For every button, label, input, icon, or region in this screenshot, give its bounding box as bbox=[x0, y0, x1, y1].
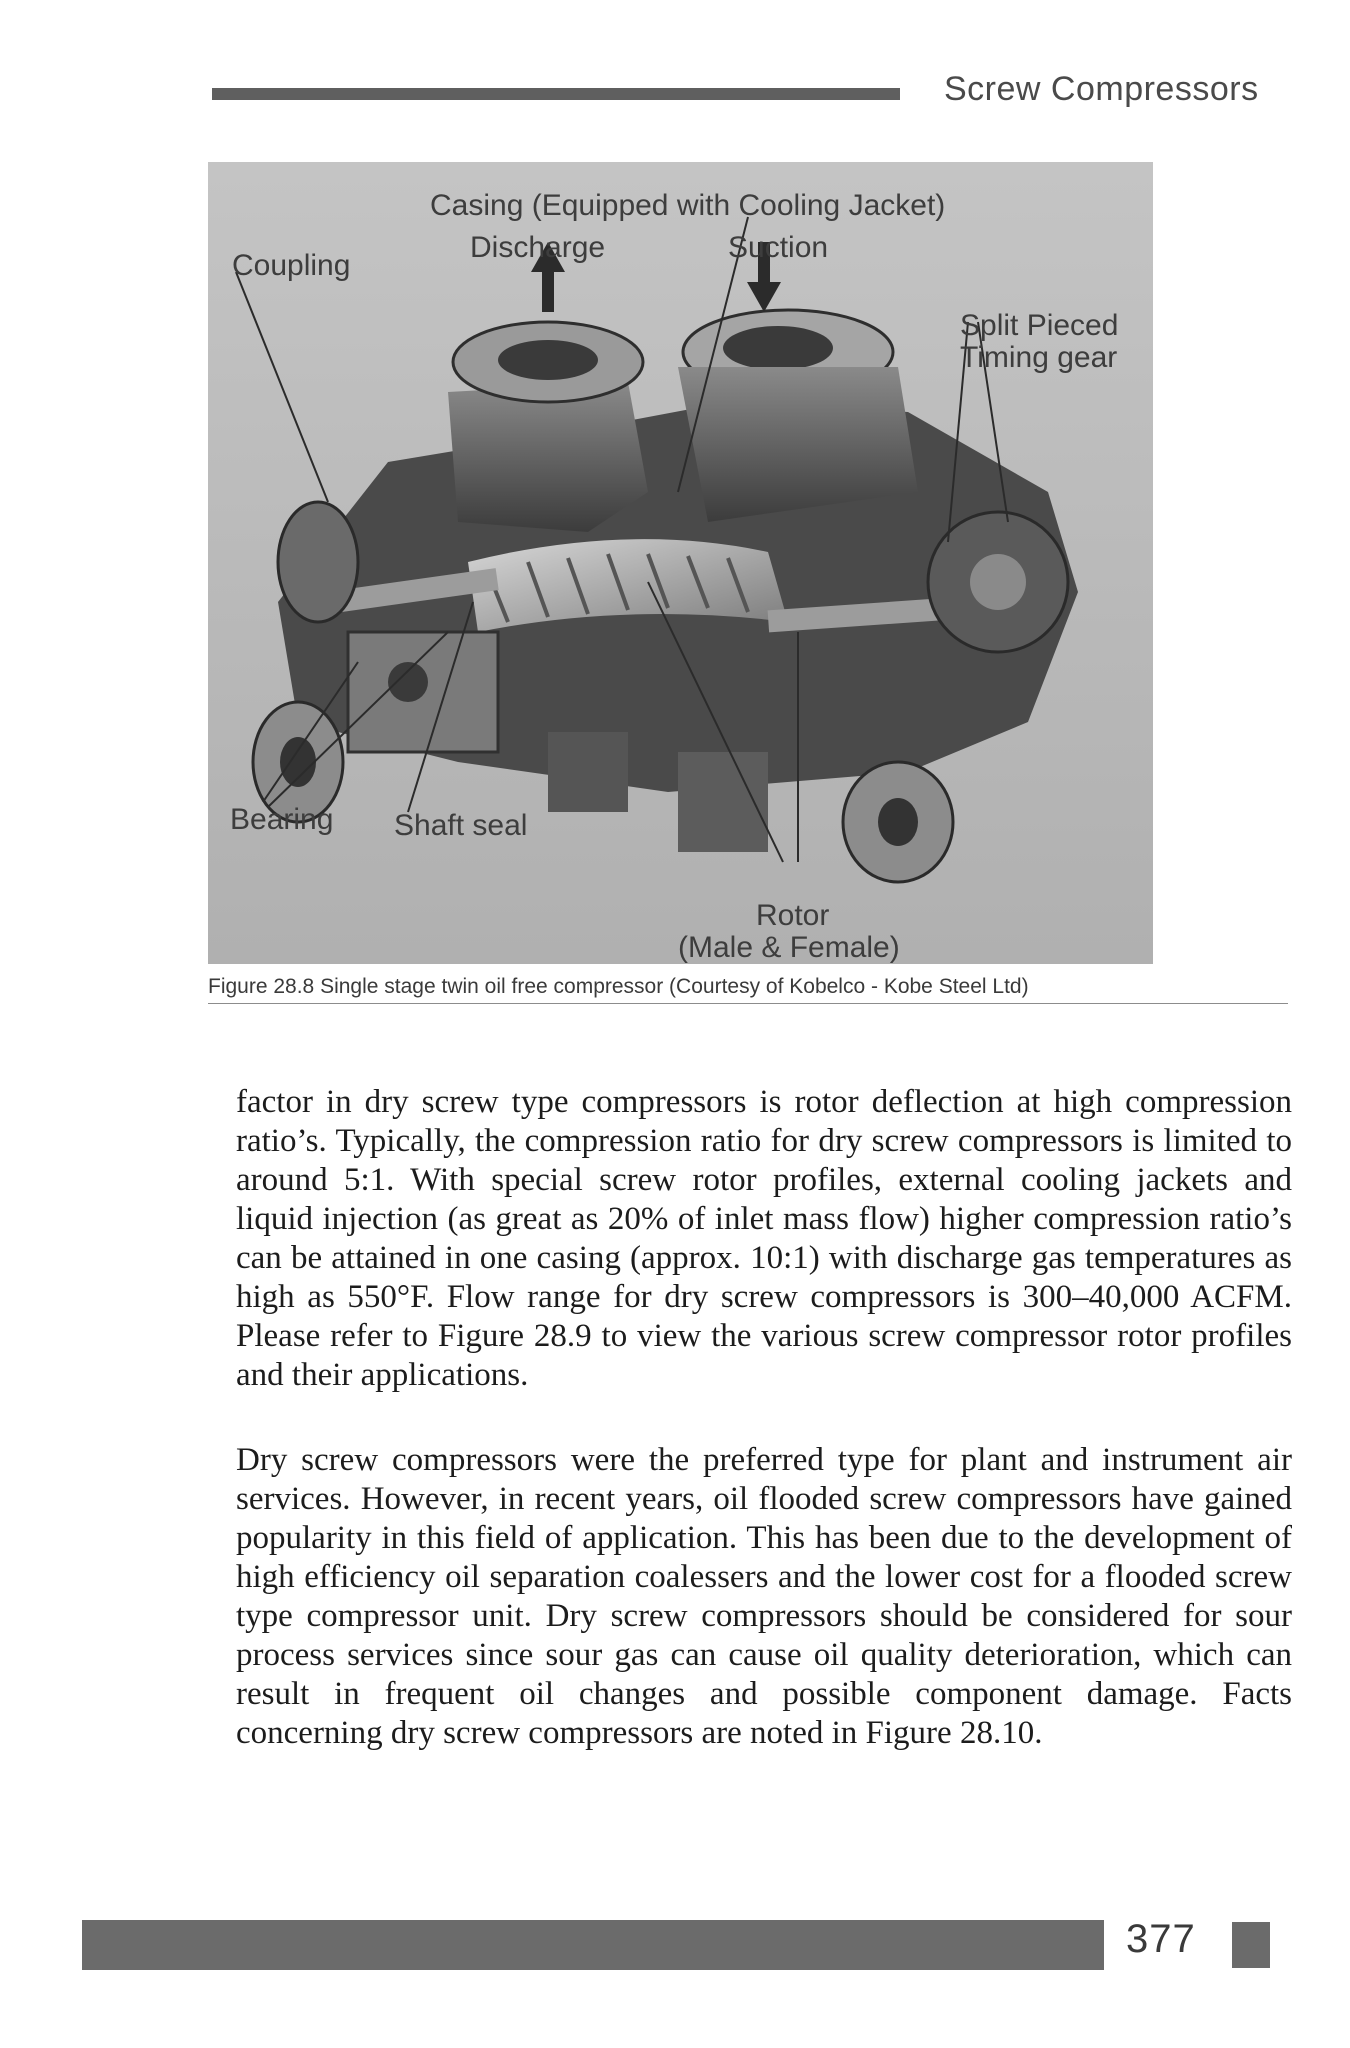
footer-marker bbox=[1232, 1922, 1270, 1968]
compressor-figure bbox=[208, 162, 1153, 964]
label-split-pieced: Split Pieced bbox=[960, 309, 1119, 342]
paragraph-1: factor in dry screw type compressors is rotor deflection at high compression ratio’s. Typically, the compression ratio for dry screw compressors is limited to around 5:1. With special screw rotor profiles, external cooling jackets and liquid injection (as great as 20% of inlet mass flow) higher compression ratio’s can be attained in one casing (approx. 10:1) with discharge gas temperatures as high as 550°F. Flow range for dry screw compressors is 300–40,000 ACFM. Please refer to Figure 28.9 to view the various screw compressor rotor profiles and their applications. bbox=[236, 1084, 1292, 1393]
header-rule bbox=[212, 88, 900, 100]
page-number: 377 bbox=[1126, 1917, 1196, 1961]
label-timing-gear: Timing gear bbox=[960, 341, 1118, 374]
footer-rule bbox=[82, 1920, 1104, 1970]
label-discharge: Discharge bbox=[470, 231, 606, 264]
label-bearing: Bearing bbox=[230, 803, 334, 836]
compressor-illustration bbox=[208, 162, 1153, 964]
caption-rule bbox=[208, 1003, 1288, 1004]
label-shaft-seal: Shaft seal bbox=[394, 809, 528, 842]
label-coupling: Coupling bbox=[232, 249, 351, 282]
paragraph-2: Dry screw compressors were the preferred type for plant and instrument air services. However, in recent years, oil flooded screw compressors have gained popularity in this field of application. This has been due to the development of high efficiency oil separation coalessers and the lower cost for a flooded screw type compressor unit. Dry screw compressors should be considered for sour process services since sour gas can cause oil quality deterioration, which can result in frequent oil changes and possible component damage. Facts concerning dry screw compressors are noted in Figure 28.10. bbox=[236, 1442, 1292, 1751]
figure-caption: Figure 28.8 Single stage twin oil free compressor (Courtesy of Kobelco - Kobe Steel Ltd) bbox=[208, 975, 1029, 998]
label-suction: Suction bbox=[728, 231, 829, 264]
label-rotor: Rotor bbox=[756, 899, 830, 932]
running-title: Screw Compressors bbox=[944, 70, 1259, 108]
label-male-female: (Male & Female) bbox=[678, 931, 900, 964]
label-casing: Casing (Equipped with Cooling Jacket) bbox=[430, 189, 946, 222]
